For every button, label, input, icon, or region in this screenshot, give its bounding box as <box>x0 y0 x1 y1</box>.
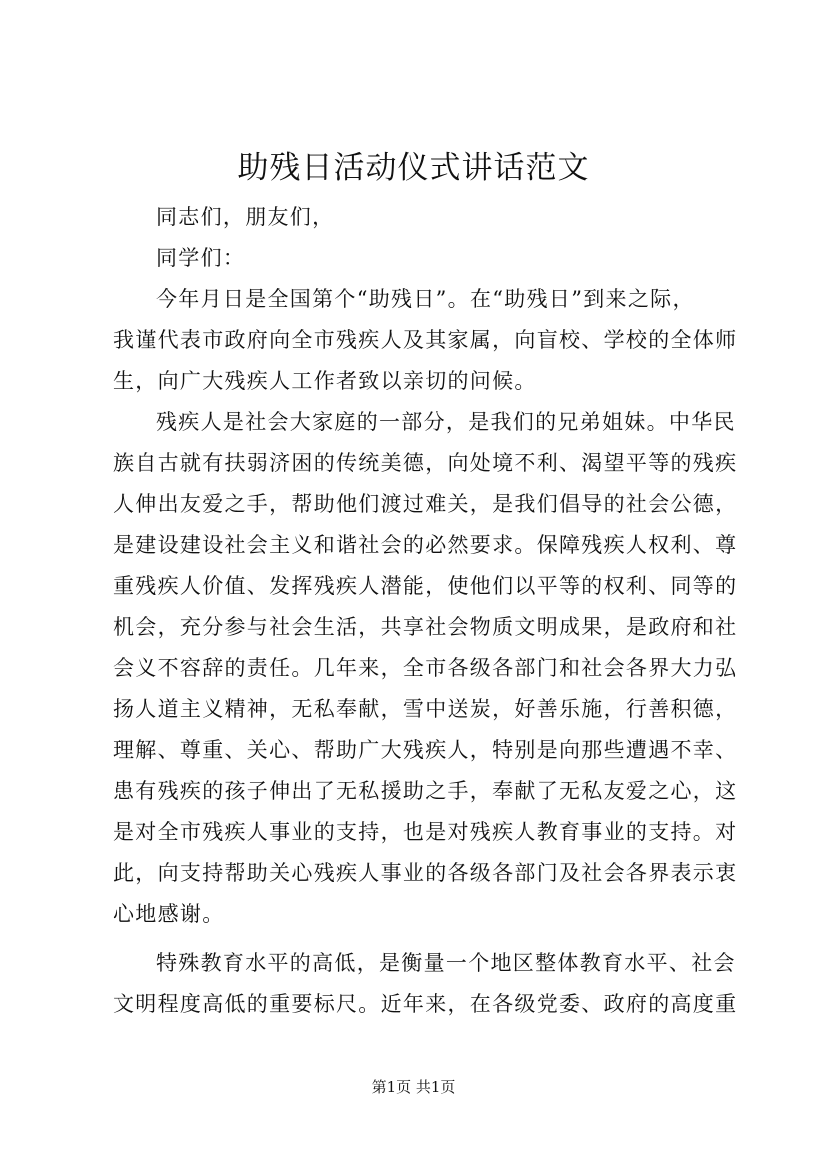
paragraph-2-line-3: 人伸出友爱之手，帮助他们渡过难关，是我们倡导的社会公德， <box>113 492 738 516</box>
paragraph-3-line-1: 特殊教育水平的高低，是衡量一个地区整体教育水平、社会 <box>156 951 736 975</box>
page-footer: 第1页 共1页 <box>371 1078 456 1096</box>
paragraph-2-line-5: 重残疾人价值、发挥残疾人潜能，使他们以平等的权利、同等的 <box>113 574 738 598</box>
paragraph-1-line-3: 生，向广大残疾人工作者致以亲切的问候。 <box>113 369 537 393</box>
paragraph-2-line-7: 会义不容辞的责任。几年来，全市各级各部门和社会各界大力弘 <box>113 656 738 680</box>
paragraph-2-line-12: 此，向支持帮助关心残疾人事业的各级各部门及社会各界表示衷 <box>113 861 738 885</box>
paragraph-1-line-2: 我谨代表市政府向全市残疾人及其家属，向盲校、学校的全体师 <box>113 328 738 352</box>
salutation-line-1: 同志们，朋友们， <box>156 205 335 229</box>
paragraph-2-line-11: 是对全市残疾人事业的支持，也是对残疾人教育事业的支持。对 <box>113 820 738 844</box>
paragraph-1-line-1: 今年月日是全国第个“助残日”。在“助残日”到来之际， <box>156 287 695 311</box>
paragraph-2-line-10: 患有残疾的孩子伸出了无私援助之手，奉献了无私友爱之心，这 <box>113 779 738 803</box>
paragraph-2-line-4: 是建设建设社会主义和谐社会的必然要求。保障残疾人权利、尊 <box>113 533 738 557</box>
paragraph-2-line-6: 机会，充分参与社会生活，共享社会物质文明成果，是政府和社 <box>113 615 738 639</box>
paragraph-2-line-9: 理解、尊重、关心、帮助广大残疾人，特别是向那些遭遇不幸、 <box>113 738 738 762</box>
salutation-line-2: 同学们： <box>156 246 246 270</box>
paragraph-2-line-2: 族自古就有扶弱济困的传统美德，向处境不利、渴望平等的残疾 <box>113 451 738 475</box>
paragraph-3-line-2: 文明程度高低的重要标尺。近年来，在各级党委、政府的高度重 <box>113 992 738 1016</box>
paragraph-2-line-8: 扬人道主义精神，无私奉献，雪中送炭，好善乐施，行善积德， <box>113 697 738 721</box>
paragraph-2-line-1: 残疾人是社会大家庭的一部分，是我们的兄弟姐妹。中华民 <box>156 410 736 434</box>
paragraph-2-line-13: 心地感谢。 <box>113 902 225 926</box>
document-title: 助残日活动仪式讲话范文 <box>237 150 590 186</box>
